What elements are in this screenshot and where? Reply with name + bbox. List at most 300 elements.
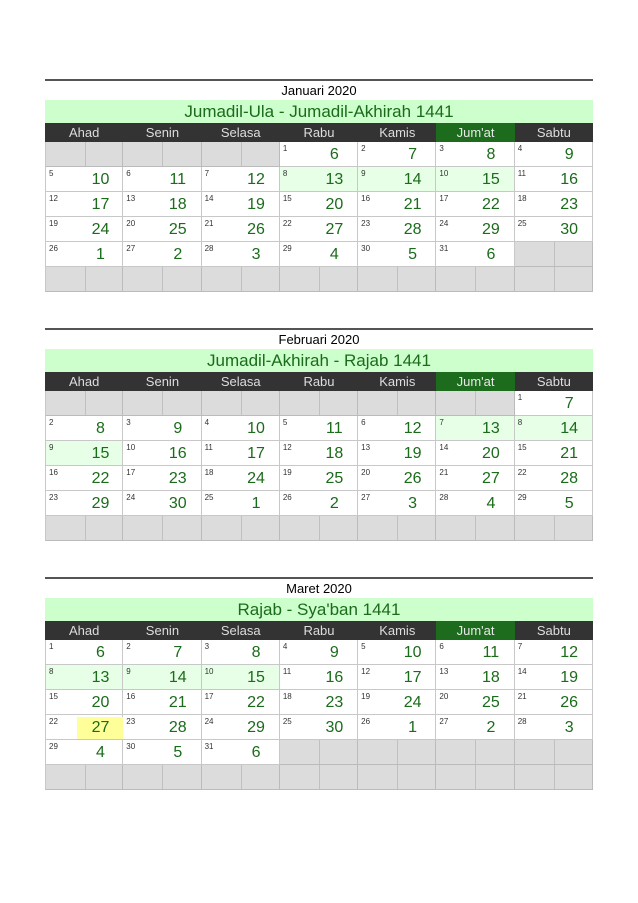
weekday-label: Jum'at: [436, 123, 514, 142]
hijri-date-box: [311, 692, 358, 714]
hijri-date: 4: [486, 495, 496, 512]
hijri-date: 2: [173, 246, 183, 263]
empty-day-cell: [515, 740, 593, 765]
hijri-date-box: [389, 667, 436, 689]
gregorian-date: 11: [282, 667, 292, 676]
hijri-date-box: [233, 169, 280, 191]
empty-day-cell: [358, 740, 436, 765]
hijri-date-box: [154, 169, 201, 191]
week-row: [45, 217, 593, 242]
hijri-date: 7: [173, 644, 183, 661]
empty-day-cell: [436, 765, 514, 790]
hijri-date-box: [389, 418, 436, 440]
gregorian-date: 3: [126, 418, 131, 427]
hijri-date: 21: [403, 196, 422, 213]
hijri-date-box: [77, 493, 124, 515]
day-cell: [45, 665, 123, 690]
gregorian-date: 13: [361, 443, 371, 452]
weekday-label: Sabtu: [536, 125, 571, 140]
gregorian-date: 24: [126, 493, 136, 502]
weekday-label: Selasa: [220, 374, 261, 389]
gregorian-date: 19: [282, 468, 292, 477]
hijri-date-box: [546, 169, 593, 191]
gregorian-date: 10: [439, 169, 449, 178]
day-cell: [515, 416, 593, 441]
hijri-date-box: [546, 443, 593, 465]
week-row: [45, 267, 593, 292]
day-cell: [436, 441, 514, 466]
gregorian-date: 27: [439, 717, 449, 726]
gregorian-date: 8: [517, 418, 523, 427]
weekday-label: Jum'at: [436, 372, 514, 391]
day-cell: [436, 192, 514, 217]
hijri-date: 18: [482, 669, 500, 686]
gregorian-date: 7: [439, 418, 444, 427]
hijri-date-box: [467, 468, 514, 490]
hijri-date: 26: [403, 470, 422, 487]
weekday-label: Rabu: [303, 623, 335, 638]
month-title: Maret 2020: [45, 577, 593, 598]
hijri-date-box: [467, 144, 514, 166]
day-cell: [515, 142, 593, 167]
hijri-date: 15: [91, 445, 110, 462]
hijri-date-box: [389, 144, 436, 166]
day-cell: [280, 466, 358, 491]
hijri-date: 2: [329, 495, 339, 512]
weekday-label: Ahad: [68, 125, 100, 140]
hijri-date-box: [546, 493, 593, 515]
day-cell: [123, 217, 201, 242]
hijri-date: 9: [564, 146, 574, 163]
month-calendar-january: [45, 79, 593, 292]
gregorian-date: 18: [517, 194, 527, 203]
calendar-grid: [45, 640, 593, 790]
gregorian-date: 16: [126, 692, 136, 701]
hijri-date-box: [467, 642, 514, 664]
hijri-date: 20: [325, 196, 344, 213]
month-title: Februari 2020: [45, 328, 593, 349]
hijri-date-box: [233, 692, 280, 714]
day-cell: [123, 441, 201, 466]
hijri-date-box: [467, 717, 514, 739]
day-cell: [436, 715, 514, 740]
hijri-date: 19: [247, 196, 265, 213]
week-row: [45, 491, 593, 516]
day-cell: [358, 167, 436, 192]
hijri-date: 20: [91, 694, 110, 711]
hijri-date-box: [311, 443, 358, 465]
week-row: [45, 167, 593, 192]
empty-day-cell: [280, 391, 358, 416]
hijri-date-box: [77, 443, 124, 465]
hijri-date-box: [154, 667, 201, 689]
gregorian-date: 4: [204, 418, 210, 427]
week-row: [45, 690, 593, 715]
hijri-date: 12: [560, 644, 579, 661]
empty-day-cell: [358, 516, 436, 541]
gregorian-date: 3: [204, 642, 210, 651]
hijri-date-box: [77, 244, 124, 266]
day-cell: [515, 640, 593, 665]
day-cell: [45, 441, 123, 466]
weekday-label: Kamis: [379, 374, 416, 389]
empty-day-cell: [202, 267, 280, 292]
gregorian-date: 22: [282, 219, 292, 228]
day-cell: [202, 740, 280, 765]
gregorian-date: 2: [49, 418, 54, 427]
day-cell: [280, 167, 358, 192]
empty-day-cell: [202, 142, 280, 167]
hijri-date: 23: [168, 470, 187, 487]
hijri-date-box: [77, 468, 124, 490]
hijri-date: 14: [168, 669, 187, 686]
gregorian-date: 22: [517, 468, 527, 477]
empty-day-cell: [358, 267, 436, 292]
hijri-date: 6: [486, 246, 496, 263]
gregorian-date: 5: [282, 418, 288, 427]
hijri-date: 3: [251, 246, 261, 263]
gregorian-date: 6: [361, 418, 366, 427]
day-cell: [515, 192, 593, 217]
weekday-label: Sabtu: [536, 374, 571, 389]
hijri-date: 7: [564, 395, 574, 412]
gregorian-date: 11: [517, 169, 526, 178]
day-cell: [436, 416, 514, 441]
week-row: [45, 740, 593, 765]
day-cell: [202, 715, 280, 740]
week-row: [45, 416, 593, 441]
gregorian-date: 6: [439, 642, 444, 651]
day-cell: [280, 192, 358, 217]
hijri-date: 5: [408, 246, 418, 263]
hijri-date: 27: [325, 221, 344, 238]
hijri-date-box: [467, 493, 514, 515]
gregorian-date: 15: [282, 194, 292, 203]
gregorian-date: 20: [126, 219, 136, 228]
hijri-date-box: [77, 692, 124, 714]
hijri-date: 22: [247, 694, 265, 711]
day-cell: [202, 242, 280, 267]
gregorian-date: 1: [517, 393, 523, 402]
gregorian-date: 16: [49, 468, 58, 477]
hijri-date-box: [467, 219, 514, 241]
hijri-date-box: [389, 468, 436, 490]
hijri-date: 18: [325, 445, 344, 462]
week-row: [45, 391, 593, 416]
gregorian-date: 18: [204, 468, 214, 477]
empty-day-cell: [358, 391, 436, 416]
hijri-date: 1: [96, 246, 105, 263]
gregorian-date: 7: [517, 642, 523, 651]
day-cell: [358, 690, 436, 715]
gregorian-date: 1: [49, 642, 54, 651]
day-cell: [202, 416, 280, 441]
empty-day-cell: [202, 765, 280, 790]
week-row: [45, 242, 593, 267]
day-cell: [202, 192, 280, 217]
gregorian-date: 26: [361, 717, 371, 726]
gregorian-date: 25: [517, 219, 527, 228]
gregorian-date: 24: [204, 717, 214, 726]
hijri-date-box: [233, 418, 280, 440]
hijri-date: 30: [325, 719, 344, 736]
hijri-date-box: [154, 194, 201, 216]
day-cell: [45, 192, 123, 217]
hijri-date-box: [154, 418, 201, 440]
gregorian-date: 26: [282, 493, 292, 502]
hijri-date: 14: [403, 171, 422, 188]
hijri-date: 15: [482, 171, 500, 188]
day-cell: [515, 665, 593, 690]
empty-day-cell: [358, 765, 436, 790]
day-cell: [358, 640, 436, 665]
day-cell: [202, 665, 280, 690]
hijri-date: 28: [403, 221, 422, 238]
day-cell: [436, 665, 514, 690]
day-cell: [45, 715, 123, 740]
hijri-date-box: [467, 667, 514, 689]
hijri-date: 11: [169, 171, 187, 188]
gregorian-date: 8: [282, 169, 288, 178]
weekday-label: Senin: [145, 623, 180, 638]
empty-day-cell: [515, 765, 593, 790]
hijri-date: 17: [403, 669, 422, 686]
gregorian-date: 5: [49, 169, 54, 178]
gregorian-date: 13: [126, 194, 136, 203]
hijri-date-box: [311, 418, 358, 440]
hijri-date-box: [154, 443, 201, 465]
empty-day-cell: [515, 516, 593, 541]
hijri-month-title: Rajab - Sya'ban 1441: [45, 598, 593, 621]
gregorian-date: 31: [439, 244, 449, 253]
empty-day-cell: [123, 142, 201, 167]
hijri-date: 22: [482, 196, 500, 213]
hijri-date-box: [467, 443, 514, 465]
hijri-date-box: [77, 194, 124, 216]
day-cell: [123, 740, 201, 765]
gregorian-date: 17: [439, 194, 449, 203]
hijri-date: 8: [486, 146, 496, 163]
gregorian-date: 29: [517, 493, 527, 502]
hijri-date: 21: [168, 694, 187, 711]
hijri-date: 13: [91, 669, 110, 686]
day-cell: [358, 242, 436, 267]
hijri-date-box: [546, 194, 593, 216]
hijri-date-box: [77, 742, 124, 764]
hijri-date-box: [467, 244, 514, 266]
day-cell: [123, 167, 201, 192]
weekday-label: Rabu: [303, 125, 335, 140]
gregorian-date: 12: [282, 443, 292, 452]
day-cell: [123, 640, 201, 665]
empty-day-cell: [436, 391, 514, 416]
week-row: [45, 142, 593, 167]
week-row: [45, 466, 593, 491]
hijri-date: 27: [482, 470, 500, 487]
gregorian-date: 19: [361, 692, 371, 701]
hijri-date-box: [311, 717, 358, 739]
hijri-date-box: [311, 493, 358, 515]
hijri-date-box: [389, 219, 436, 241]
hijri-date: 20: [482, 445, 500, 462]
day-cell: [436, 217, 514, 242]
hijri-date: 13: [325, 171, 344, 188]
hijri-date: 22: [91, 470, 110, 487]
hijri-date: 29: [247, 719, 265, 736]
hijri-date: 12: [403, 420, 422, 437]
hijri-date: 9: [329, 644, 339, 661]
day-cell: [358, 466, 436, 491]
gregorian-date: 17: [204, 692, 214, 701]
gregorian-date: 11: [204, 443, 213, 452]
gregorian-date: 21: [517, 692, 527, 701]
hijri-date: 11: [326, 420, 343, 437]
day-cell: [358, 715, 436, 740]
hijri-date-box: [546, 667, 593, 689]
hijri-date: 30: [168, 495, 187, 512]
weekday-label: Kamis: [379, 125, 416, 140]
hijri-date-box: [546, 642, 593, 664]
empty-day-cell: [202, 516, 280, 541]
hijri-date-box: [154, 244, 201, 266]
empty-day-cell: [515, 242, 593, 267]
weekday-label: Kamis: [379, 623, 416, 638]
gregorian-date: 5: [361, 642, 366, 651]
hijri-date: 17: [91, 196, 110, 213]
weekday-label: Jum'at: [436, 621, 514, 640]
weekday-label: Rabu: [303, 374, 335, 389]
hijri-date: 24: [403, 694, 422, 711]
hijri-date-box: [233, 244, 280, 266]
day-cell: [123, 192, 201, 217]
hijri-date: 1: [251, 495, 261, 512]
day-cell: [45, 167, 123, 192]
hijri-date-box: [546, 717, 593, 739]
hijri-date-box: [389, 642, 436, 664]
gregorian-date: 20: [439, 692, 449, 701]
gregorian-date: 31: [204, 742, 214, 751]
hijri-date-box: [154, 493, 201, 515]
day-cell: [280, 491, 358, 516]
week-row: [45, 715, 593, 740]
hijri-date: 23: [325, 694, 344, 711]
gregorian-date: 21: [439, 468, 449, 477]
day-cell: [436, 491, 514, 516]
hijri-date: 27: [91, 719, 110, 736]
empty-day-cell: [45, 142, 123, 167]
hijri-date-box: [311, 194, 358, 216]
hijri-date: 23: [560, 196, 579, 213]
hijri-date: 9: [173, 420, 183, 437]
day-cell: [358, 217, 436, 242]
day-cell: [358, 416, 436, 441]
empty-day-cell: [45, 516, 123, 541]
hijri-date: 25: [325, 470, 344, 487]
day-cell: [358, 142, 436, 167]
hijri-date-box: [233, 742, 280, 764]
hijri-date: 10: [91, 171, 110, 188]
hijri-date: 8: [251, 644, 261, 661]
gregorian-date: 29: [49, 742, 58, 751]
day-cell: [202, 217, 280, 242]
empty-day-cell: [280, 267, 358, 292]
day-cell: [280, 441, 358, 466]
day-cell: [358, 491, 436, 516]
day-cell: [123, 690, 201, 715]
hijri-date-box: [233, 667, 280, 689]
gregorian-date: 28: [204, 244, 214, 253]
hijri-date: 7: [408, 146, 418, 163]
hijri-date-box: [154, 717, 201, 739]
weekday-label: Ahad: [68, 623, 100, 638]
day-cell: [202, 690, 280, 715]
gregorian-date: 8: [49, 667, 54, 676]
weekday-label: Ahad: [68, 374, 100, 389]
day-cell: [515, 690, 593, 715]
day-cell: [515, 217, 593, 242]
day-cell: [202, 441, 280, 466]
empty-day-cell: [202, 391, 280, 416]
hijri-date-box: [233, 717, 280, 739]
gregorian-date: 12: [361, 667, 371, 676]
day-cell: [515, 466, 593, 491]
hijri-date: 3: [564, 719, 574, 736]
gregorian-date: 4: [282, 642, 288, 651]
empty-day-cell: [436, 516, 514, 541]
hijri-date-box: [77, 169, 124, 191]
gregorian-date: 2: [126, 642, 131, 651]
hijri-date: 29: [91, 495, 110, 512]
hijri-date-box: [154, 468, 201, 490]
gregorian-date: 17: [126, 468, 136, 477]
day-cell: [123, 665, 201, 690]
hijri-date: 5: [564, 495, 574, 512]
hijri-date-box: [233, 642, 280, 664]
empty-day-cell: [515, 267, 593, 292]
hijri-date: 6: [251, 744, 261, 761]
weekday-header: [45, 372, 593, 391]
hijri-date-box: [154, 642, 201, 664]
day-cell: [280, 416, 358, 441]
hijri-date-box: [389, 443, 436, 465]
empty-day-cell: [436, 740, 514, 765]
day-cell: [280, 217, 358, 242]
hijri-date-box: [467, 418, 514, 440]
day-cell: [358, 441, 436, 466]
weekday-header: [45, 621, 593, 640]
hijri-date: 16: [560, 171, 579, 188]
day-cell: [280, 640, 358, 665]
day-cell: [280, 242, 358, 267]
gregorian-date: 3: [439, 144, 444, 153]
hijri-date: 1: [408, 719, 418, 736]
hijri-date: 17: [247, 445, 265, 462]
day-cell: [515, 167, 593, 192]
gregorian-date: 19: [49, 219, 58, 228]
day-cell: [436, 242, 514, 267]
weekday-header: [45, 123, 593, 142]
day-cell: [45, 217, 123, 242]
gregorian-date: 30: [126, 742, 136, 751]
day-cell: [123, 416, 201, 441]
gregorian-date: 1: [282, 144, 288, 153]
gregorian-date: 14: [439, 443, 449, 452]
hijri-month-title: Jumadil-Akhirah - Rajab 1441: [45, 349, 593, 372]
hijri-date-box: [77, 642, 124, 664]
hijri-date-box: [389, 169, 436, 191]
gregorian-date: 10: [204, 667, 214, 676]
gregorian-date: 23: [49, 493, 58, 502]
